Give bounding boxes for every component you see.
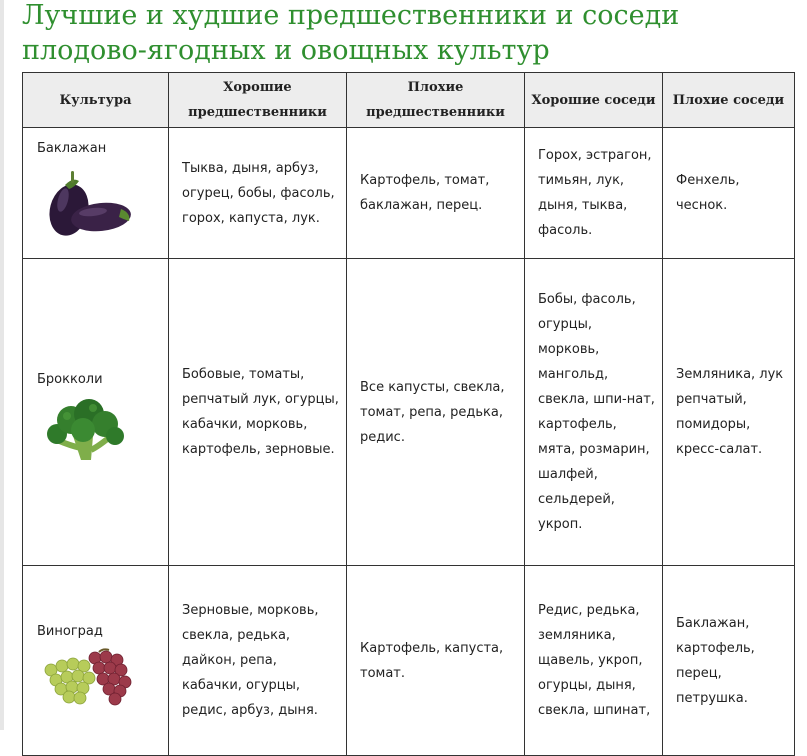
good-predecessors-cell: Тыква, дыня, арбуз, огурец, бобы, фасоль, горох, капуста, лук.	[169, 128, 347, 259]
grapes-image	[43, 648, 135, 706]
bad-predecessors-cell: Картофель, томат, баклажан, перец.	[347, 128, 525, 259]
bad-neighbors-cell: Фенхель, чеснок.	[663, 128, 795, 259]
header-bad-neighbors: Плохие соседи	[663, 73, 795, 128]
good-neighbors-cell: Бобы, фасоль, огурцы, морковь, мангольд, свекла, шпи-нат, картофель, мята, розмарин, шалфей, сельдерей, укроп.	[525, 259, 663, 566]
good-predecessors-cell: Бобовые, томаты, репчатый лук, огурцы, кабачки, морковь, картофель, зерновые.	[169, 259, 347, 566]
table-header-row	[23, 73, 795, 128]
table-row	[23, 566, 795, 756]
table-row	[23, 259, 795, 566]
bad-predecessors-cell: Все капусты, свекла, томат, репа, редька, редис.	[347, 259, 525, 566]
crop-compatibility-table	[22, 72, 795, 756]
crop-name: Брокколи	[37, 371, 103, 387]
page-title: Лучшие и худшие предшественники и соседи плодово-ягодных и овощных культур	[22, 0, 680, 66]
eggplant-image	[43, 165, 133, 239]
crop-name: Виноград	[37, 624, 103, 639]
crop-cell	[23, 566, 169, 756]
good-neighbors-cell: Горох, эстрагон, тимьян, лук, дыня, тыква, фасоль.	[525, 128, 663, 259]
bad-neighbors-cell: Земляника, лук репчатый, помидоры, кресс-салат.	[663, 259, 795, 566]
good-predecessors-cell: Зерновые, морковь, свекла, редька, дайкон, репа, кабачки, огурцы, редис, арбуз, дыня.	[169, 566, 347, 756]
bad-predecessors-cell: Картофель, капуста, томат.	[347, 566, 525, 756]
good-neighbors-cell: Редис, редька, земляника, щавель, укроп, огурцы, дыня, свекла, шпинат,	[525, 566, 663, 756]
header-bad-predecessors: Плохие предшественники	[347, 73, 525, 128]
header-good-neighbors: Хорошие соседи	[525, 73, 663, 128]
broccoli-image	[43, 396, 127, 462]
header-crop: Культура	[23, 73, 169, 128]
crop-cell	[23, 259, 169, 566]
crop-name: Баклажан	[37, 141, 107, 156]
crop-cell	[23, 128, 169, 259]
header-good-predecessors: Хорошие предшественники	[169, 73, 347, 128]
bad-neighbors-cell: Баклажан, картофель, перец, петрушка.	[663, 566, 795, 756]
table-row	[23, 128, 795, 259]
page-left-border	[0, 0, 4, 730]
